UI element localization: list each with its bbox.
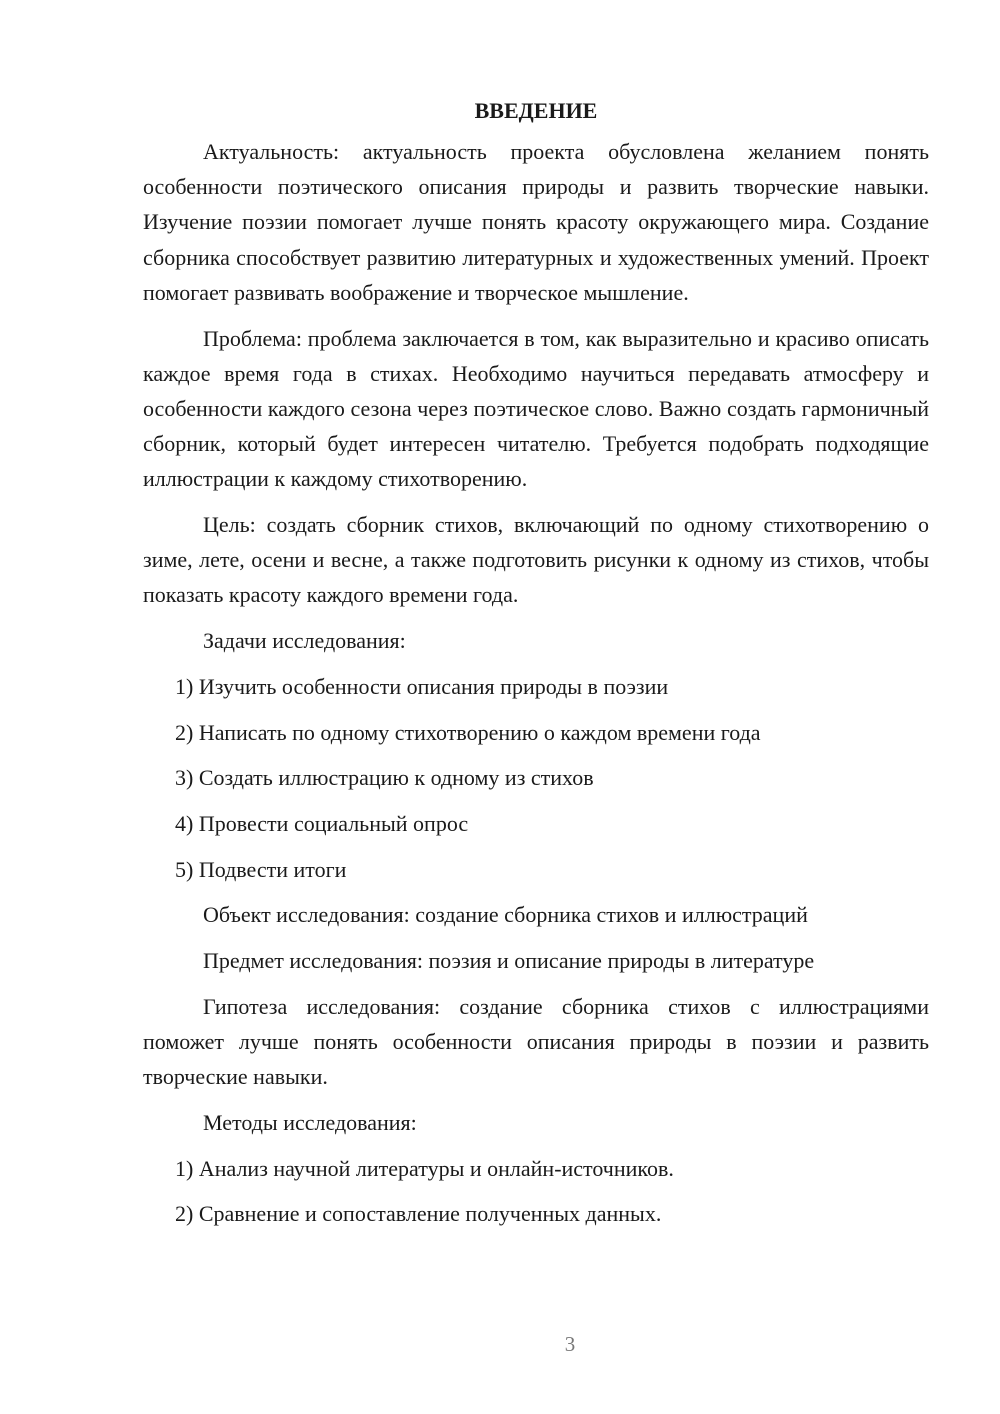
tasks-heading: Задачи исследования:: [203, 628, 406, 654]
relevance-paragraph: Актуальность: актуальность проекта обусловлена желанием понять особенности поэтического описания природы и развить творческие навыки. Изучение поэзии помогает лучше понять красоту окружающего мира. Создание сборника способствует развитию литературных и художественных умений. Проект помогает развивать воображение и творческое мышление.: [143, 139, 929, 305]
task-item: 5) Подвести итоги: [175, 856, 347, 882]
page-number: 3: [564, 1332, 576, 1356]
methods-heading: Методы исследования:: [203, 1109, 417, 1135]
method-item: 2) Сравнение и сопоставление полученных данных.: [175, 1201, 662, 1227]
task-item: 1) Изучить особенности описания природы в поэзии: [175, 673, 669, 699]
hypothesis-paragraph: Гипотеза исследования: создание сборника стихов с иллюстрациями поможет лучше понять особенности описания природы в поэзии и развить творческие навыки.: [143, 993, 929, 1090]
task-item: 3) Создать иллюстрацию к одному из стихов: [175, 765, 594, 791]
section-title: ВВЕДЕНИЕ: [474, 98, 598, 123]
task-item: 4) Провести социальный опрос: [175, 810, 469, 836]
method-item: 1) Анализ научной литературы и онлайн-источников.: [175, 1155, 674, 1181]
problem-paragraph: Проблема: проблема заключается в том, как выразительно и красиво описать каждое время года в стихах. Необходимо научиться передавать атмосферу и особенности каждого сезона через поэтическое слово. Важно создать гармоничный сборник, который будет интересен читателю. Требуется подобрать подходящие иллюстрации к каждому стихотворению.: [143, 325, 929, 492]
goal-paragraph: Цель: создать сборник стихов, включающий по одному стихотворению о зиме, лете, осени и весне, а также подготовить рисунки к одному из стихов, чтобы показать красоту каждого времени года.: [143, 512, 929, 608]
page-content: [143, 96, 929, 1242]
task-item: 2) Написать по одному стихотворению о каждом времени года: [175, 719, 761, 745]
research-subject: Предмет исследования: поэзия и описание природы в литературе: [203, 948, 815, 974]
research-object: Объект исследования: создание сборника стихов и иллюстраций: [203, 902, 808, 928]
